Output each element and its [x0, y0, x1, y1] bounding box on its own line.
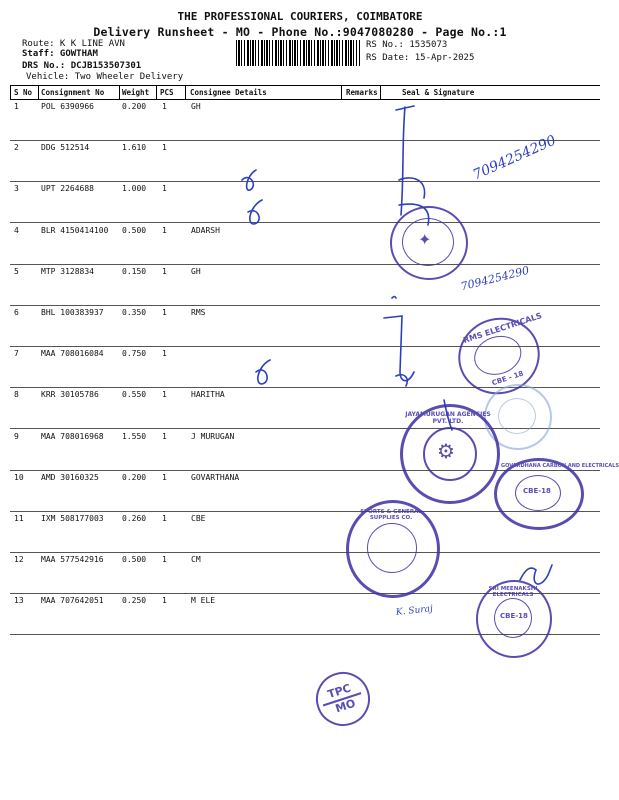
- cell-weight: 0.150: [122, 266, 147, 276]
- cell-pcs: 1: [162, 102, 167, 111]
- cell-pcs: 1: [162, 308, 167, 317]
- cell-weight: 1.550: [122, 431, 147, 441]
- cell-sno: 9: [14, 431, 19, 441]
- cell-weight: 0.260: [122, 514, 147, 523]
- cell-weight: 0.750: [122, 349, 147, 359]
- cell-consignee: HARITHA: [191, 390, 225, 400]
- cell-sno: 12: [14, 555, 24, 565]
- cell-sno: 10: [14, 472, 24, 482]
- col-sno: S No: [14, 88, 33, 97]
- cell-sno: 7: [14, 349, 19, 359]
- cell-sno: 1: [14, 102, 19, 111]
- cell-consignment: MTP 3128834: [41, 266, 94, 276]
- cell-consignee: CM: [191, 555, 201, 565]
- rs-number: RS No.: 1535073: [366, 40, 448, 50]
- handwritten-phone-1: 7094254290: [470, 132, 559, 184]
- cell-consignment: MAA 577542916: [41, 555, 104, 565]
- cell-consignee: GH: [191, 266, 201, 276]
- cell-consignee: GOVARTHANA: [191, 472, 240, 482]
- cell-sno: 11: [14, 514, 24, 523]
- sports-supplies-stamp: SPORTS & GENERAL SUPPLIES CO.: [346, 500, 440, 598]
- cell-weight: 1.610: [122, 143, 147, 153]
- cell-sno: 4: [14, 225, 19, 235]
- route-label: Route: K K LINE AVN: [22, 39, 125, 49]
- runsheet-title: Delivery Runsheet - MO - Phone No.:9047080280 - Page No.:1: [93, 25, 507, 39]
- cell-consignment: UPT 2264688: [41, 184, 94, 194]
- cell-consignee: J MURUGAN: [191, 431, 235, 441]
- cell-pcs: 1: [162, 514, 167, 523]
- cell-weight: 1.000: [122, 184, 147, 194]
- col-consignee: Consignee Details: [190, 88, 267, 97]
- cell-weight: 0.250: [122, 596, 147, 606]
- cell-pcs: 1: [162, 472, 167, 482]
- col-pcs: PCS: [160, 88, 174, 97]
- cell-consignment: AMD 30160325: [41, 472, 99, 482]
- cell-sno: 6: [14, 308, 19, 317]
- handwritten-signature: K. Suraj: [395, 604, 434, 618]
- cell-pcs: 1: [162, 596, 167, 606]
- vehicle-label: Vehicle: Two Wheeler Delivery: [26, 72, 184, 82]
- cell-pcs: 1: [162, 431, 167, 441]
- col-weight: Weight: [122, 88, 150, 97]
- col-remarks: Remarks: [346, 88, 378, 97]
- cell-consignment: DDG 512514: [41, 143, 90, 153]
- cell-consignment: BLR 4150414100: [41, 225, 109, 235]
- tpc-mo-stamp: TPC MO: [309, 665, 377, 733]
- cell-consignment: KRR 30105786: [41, 390, 99, 400]
- cell-weight: 0.200: [122, 472, 147, 482]
- cell-consignee: M ELE: [191, 596, 216, 606]
- col-seal: Seal & Signature: [402, 88, 475, 97]
- cell-consignment: BHL 100383937: [41, 308, 104, 317]
- cell-consignee: CBE: [191, 514, 206, 523]
- cell-consignment: IXM 508177003: [41, 514, 104, 523]
- cell-weight: 0.500: [122, 555, 147, 565]
- cell-weight: 0.550: [122, 390, 147, 400]
- cell-weight: 0.500: [122, 225, 147, 235]
- govardhana-stamp: GOVARDHANA CARBON AND ELECTRICALS CBE-18: [494, 458, 584, 530]
- company-title: THE PROFESSIONAL COURIERS, COIMBATORE: [177, 10, 423, 23]
- cell-pcs: 1: [162, 143, 167, 153]
- cell-consignee: GH: [191, 102, 201, 111]
- rs-date: RS Date: 15-Apr-2025: [366, 53, 475, 63]
- cell-sno: 2: [14, 143, 19, 153]
- cell-sno: 3: [14, 184, 19, 194]
- cell-weight: 0.350: [122, 308, 147, 317]
- cell-sno: 13: [14, 596, 24, 606]
- cell-consignee: RMS: [191, 308, 206, 317]
- cell-sno: 8: [14, 390, 19, 400]
- cell-pcs: 1: [162, 266, 167, 276]
- cell-consignment: MAA 708016084: [41, 349, 104, 359]
- drs-number: DRS No.: DCJB153507301: [22, 61, 142, 71]
- cell-pcs: 1: [162, 225, 167, 235]
- cell-consignee: ADARSH: [191, 225, 220, 235]
- cell-sno: 5: [14, 266, 19, 276]
- cell-consignment: MAA 708016968: [41, 431, 104, 441]
- cell-pcs: 1: [162, 555, 167, 565]
- sri-meenakshi-stamp: SRI MEENAKSHI ELECTRICALS CBE-18: [476, 580, 552, 658]
- rms-electricals-stamp: RMS ELECTRICALS CBE - 18: [448, 307, 549, 405]
- col-consignment: Consignment No: [41, 88, 105, 97]
- handwritten-phone-2: 7094254290: [459, 263, 531, 294]
- cell-consignment: POL 6390966: [41, 102, 94, 111]
- staff-label: Staff: GOWTHAM: [22, 49, 98, 59]
- cell-pcs: 1: [162, 390, 167, 400]
- cell-consignment: MAA 707642051: [41, 596, 104, 606]
- round-stamp-row4: ✦: [390, 206, 468, 280]
- cell-weight: 0.200: [122, 102, 147, 111]
- cell-pcs: 1: [162, 349, 167, 359]
- cell-pcs: 1: [162, 184, 167, 194]
- jayamurugan-stamp: JAYAMURUGAN AGENCIES PVT. LTD. ⚙: [400, 404, 500, 504]
